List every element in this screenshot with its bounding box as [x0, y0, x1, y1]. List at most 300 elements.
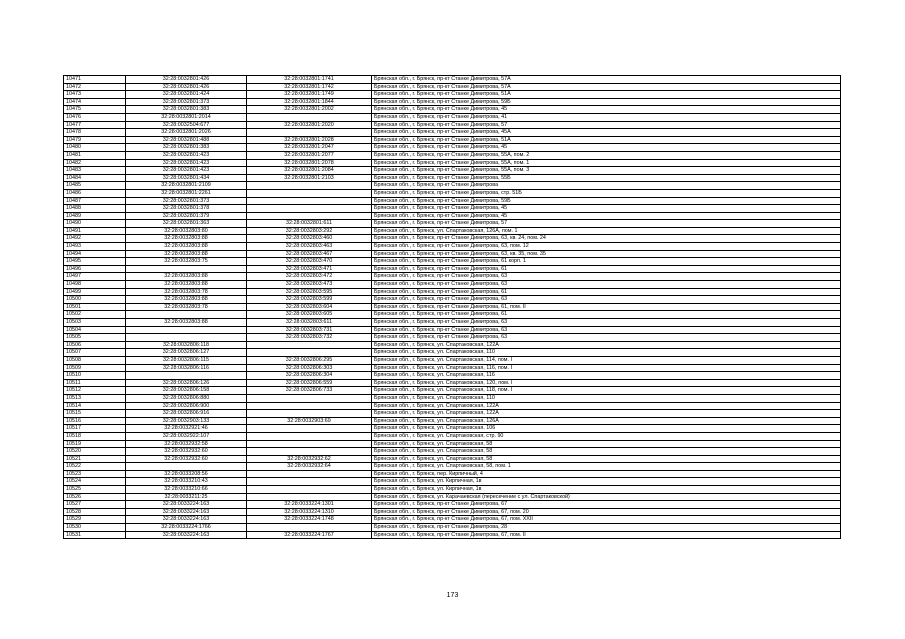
row-number-cell: 10475	[64, 106, 126, 114]
table-row	[64, 387, 841, 395]
land-cadastral-number-cell: 32:28:0032801:488	[126, 136, 247, 144]
object-cadastral-number-cell: 32:28:0032801:611	[247, 220, 372, 228]
row-number-cell: 10512	[64, 387, 126, 395]
table-row	[64, 319, 841, 327]
object-cadastral-number-cell: 32:28:0032932:64	[247, 463, 372, 471]
table-row	[64, 440, 841, 448]
land-cadastral-number-cell: 32:28:0032801:426	[126, 83, 247, 91]
row-number-cell: 10523	[64, 470, 126, 478]
row-number-cell: 10513	[64, 394, 126, 402]
table-row	[64, 281, 841, 289]
table-row	[64, 410, 841, 418]
object-cadastral-number-cell: 32:28:0032803:470	[247, 258, 372, 266]
table-row	[64, 326, 841, 334]
land-cadastral-number-cell: 32:28:0032803:88	[126, 235, 247, 243]
table-row	[64, 220, 841, 228]
table-row	[64, 227, 841, 235]
table-row	[64, 372, 841, 380]
land-cadastral-number-cell: 32:28:0032806:127	[126, 349, 247, 357]
address-cell: Брянская обл., г. Брянск, пр-кт Станке Димитрова, 45	[372, 106, 841, 114]
address-cell: Брянская обл., г. Брянск, пр-кт Станке Димитрова, 63	[372, 326, 841, 334]
table-row	[64, 136, 841, 144]
table-row	[64, 524, 841, 532]
object-cadastral-number-cell	[247, 212, 372, 220]
row-number-cell: 10497	[64, 273, 126, 281]
address-cell: Брянская обл., г. Брянск, пр-кт Станке Димитрова, 45	[372, 205, 841, 213]
land-cadastral-number-cell	[126, 463, 247, 471]
address-cell: Брянская обл., г. Брянск, пр-кт Станке Димитрова, 45	[372, 212, 841, 220]
row-number-cell: 10520	[64, 448, 126, 456]
object-cadastral-number-cell: 32:28:0032801:2103	[247, 174, 372, 182]
object-cadastral-number-cell	[247, 205, 372, 213]
address-cell: Брянская обл., г. Брянск, пр-кт Станке Димитрова, 57	[372, 220, 841, 228]
table-row	[64, 516, 841, 524]
row-number-cell: 10496	[64, 265, 126, 273]
object-cadastral-number-cell: 32:28:0032801:2078	[247, 159, 372, 167]
table-row	[64, 486, 841, 494]
object-cadastral-number-cell: 32:28:0032803:731	[247, 326, 372, 334]
table-row	[64, 356, 841, 364]
row-number-cell: 10521	[64, 455, 126, 463]
object-cadastral-number-cell: 32:28:0032803:611	[247, 319, 372, 327]
land-cadastral-number-cell: 32:28:0033224:163	[126, 508, 247, 516]
row-number-cell: 10489	[64, 212, 126, 220]
land-cadastral-number-cell: 32:28:0032504:677	[126, 121, 247, 129]
row-number-cell: 10480	[64, 144, 126, 152]
table-row	[64, 311, 841, 319]
object-cadastral-number-cell	[247, 113, 372, 121]
row-number-cell: 10503	[64, 319, 126, 327]
land-cadastral-number-cell: 32:28:0032932:60	[126, 448, 247, 456]
land-cadastral-number-cell: 32:28:0033210:66	[126, 486, 247, 494]
object-cadastral-number-cell	[247, 470, 372, 478]
land-cadastral-number-cell: 32:28:0032803:88	[126, 243, 247, 251]
land-cadastral-number-cell: 32:28:0032801:423	[126, 167, 247, 175]
object-cadastral-number-cell	[247, 197, 372, 205]
object-cadastral-number-cell: 32:28:0032803:471	[247, 265, 372, 273]
land-cadastral-number-cell: 32:28:0032932:58	[126, 440, 247, 448]
table-row	[64, 508, 841, 516]
object-cadastral-number-cell: 32:28:0032803:460	[247, 235, 372, 243]
row-number-cell: 10514	[64, 402, 126, 410]
object-cadastral-number-cell: 32:28:0032806:304	[247, 372, 372, 380]
cadastral-table	[63, 75, 841, 539]
row-number-cell: 10493	[64, 243, 126, 251]
address-cell: Брянская обл., г. Брянск, ул. Спартаковская, 116, пом. I	[372, 364, 841, 372]
table-row	[64, 250, 841, 258]
row-number-cell: 10531	[64, 531, 126, 539]
row-number-cell: 10500	[64, 296, 126, 304]
object-cadastral-number-cell: 32:28:0032806:295	[247, 356, 372, 364]
row-number-cell: 10529	[64, 516, 126, 524]
table-row	[64, 212, 841, 220]
object-cadastral-number-cell: 32:28:0032803:599	[247, 296, 372, 304]
address-cell: Брянская обл., г. Брянск, пр-кт Станке Димитрова, 55А, пом. 2	[372, 151, 841, 159]
address-cell: Брянская обл., г. Брянск, пр-кт Станке Димитрова, 63, кв. 24, пом. 24	[372, 235, 841, 243]
object-cadastral-number-cell	[247, 440, 372, 448]
address-cell: Брянская обл., г. Брянск, пр-кт Станке Димитрова, 59Б	[372, 197, 841, 205]
row-number-cell: 10484	[64, 174, 126, 182]
address-cell: Брянская обл., г. Брянск, ул. Спартаковская, 58, пом. 1	[372, 463, 841, 471]
row-number-cell: 10528	[64, 508, 126, 516]
address-cell: Брянская обл., г. Брянск, пр-кт Станке Димитрова, 57А	[372, 76, 841, 84]
address-cell: Брянская обл., г. Брянск, ул. Спартаковская, 110	[372, 349, 841, 357]
object-cadastral-number-cell: 32:28:0032801:1741	[247, 76, 372, 84]
land-cadastral-number-cell: 32:28:0032801:383	[126, 106, 247, 114]
address-cell: Брянская обл., г. Брянск, ул. Спартаковская, 126А	[372, 417, 841, 425]
table-row	[64, 197, 841, 205]
table-row	[64, 288, 841, 296]
table-row	[64, 425, 841, 433]
land-cadastral-number-cell: 32:28:0032801:423	[126, 151, 247, 159]
land-cadastral-number-cell: 32:28:0032921:46	[126, 425, 247, 433]
land-cadastral-number-cell: 32:28:0032803:88	[126, 281, 247, 289]
object-cadastral-number-cell	[247, 524, 372, 532]
row-number-cell: 10525	[64, 486, 126, 494]
table-row	[64, 394, 841, 402]
row-number-cell: 10519	[64, 440, 126, 448]
address-cell: Брянская обл., г. Брянск, пр-кт Станке Димитрова	[372, 182, 841, 190]
object-cadastral-number-cell	[247, 189, 372, 197]
object-cadastral-number-cell: 32:28:0032801:2020	[247, 121, 372, 129]
address-cell: Брянская обл., г. Брянск, пр-кт Станке Димитрова, 63, пом. 12	[372, 243, 841, 251]
object-cadastral-number-cell: 32:28:0032803:595	[247, 288, 372, 296]
row-number-cell: 10530	[64, 524, 126, 532]
object-cadastral-number-cell	[247, 129, 372, 137]
row-number-cell: 10501	[64, 303, 126, 311]
table-row	[64, 182, 841, 190]
row-number-cell: 10473	[64, 91, 126, 99]
row-number-cell: 10508	[64, 356, 126, 364]
row-number-cell: 10498	[64, 281, 126, 289]
land-cadastral-number-cell: 32:28:0032803:88	[126, 250, 247, 258]
address-cell: Брянская обл., г. Брянск, ул. Спартаковская, 110	[372, 394, 841, 402]
table-row	[64, 455, 841, 463]
address-cell: Брянская обл., г. Брянск, ул. Карачаевская (пересечение с ул. Спартаковской)	[372, 493, 841, 501]
address-cell: Брянская обл., г. Брянск, ул. Спартаковская, 120, пом. I	[372, 379, 841, 387]
table-row	[64, 531, 841, 539]
object-cadastral-number-cell	[247, 182, 372, 190]
row-number-cell: 10504	[64, 326, 126, 334]
object-cadastral-number-cell: 32:28:0032803:292	[247, 227, 372, 235]
land-cadastral-number-cell: 32:28:0032803:78	[126, 303, 247, 311]
table-row	[64, 159, 841, 167]
object-cadastral-number-cell	[247, 349, 372, 357]
row-number-cell: 10515	[64, 410, 126, 418]
row-number-cell: 10516	[64, 417, 126, 425]
land-cadastral-number-cell: 32:28:0033211:25	[126, 493, 247, 501]
table-row	[64, 448, 841, 456]
address-cell: Брянская обл., г. Брянск, пр-кт Станке Димитрова, 55А, пом. 3	[372, 167, 841, 175]
object-cadastral-number-cell: 32:28:0033224:1748	[247, 516, 372, 524]
land-cadastral-number-cell: 32:28:0032803:80	[126, 227, 247, 235]
address-cell: Брянская обл., г. Брянск, пр-кт Станке Димитрова, 55Б	[372, 174, 841, 182]
land-cadastral-number-cell: 32:28:0033210:43	[126, 478, 247, 486]
address-cell: Брянская обл., г. Брянск, пр-кт Станке Димитрова, 63	[372, 334, 841, 342]
row-number-cell: 10485	[64, 182, 126, 190]
row-number-cell: 10472	[64, 83, 126, 91]
table-row	[64, 121, 841, 129]
object-cadastral-number-cell: 32:28:0032801:2084	[247, 167, 372, 175]
table-row	[64, 83, 841, 91]
land-cadastral-number-cell: 32:28:0033224:163	[126, 501, 247, 509]
table-row	[64, 189, 841, 197]
row-number-cell: 10487	[64, 197, 126, 205]
row-number-cell: 10483	[64, 167, 126, 175]
table-row	[64, 113, 841, 121]
address-cell: Брянская обл., г. Брянск, пер. Кирпичный, 4	[372, 470, 841, 478]
object-cadastral-number-cell	[247, 402, 372, 410]
address-cell: Брянская обл., г. Брянск, пр-кт Станке Димитрова, 61	[372, 288, 841, 296]
table-row	[64, 364, 841, 372]
object-cadastral-number-cell: 32:28:0032801:1742	[247, 83, 372, 91]
table-row	[64, 98, 841, 106]
address-cell: Брянская обл., г. Брянск, пр-кт Станке Димитрова, 59Б	[372, 98, 841, 106]
object-cadastral-number-cell: 32:28:0033224:1301	[247, 501, 372, 509]
address-cell: Брянская обл., г. Брянск, пр-кт Станке Димитрова, 67	[372, 501, 841, 509]
table-row	[64, 334, 841, 342]
row-number-cell: 10491	[64, 227, 126, 235]
object-cadastral-number-cell	[247, 478, 372, 486]
address-cell: Брянская обл., г. Брянск, ул. Спартаковская, 116	[372, 372, 841, 380]
object-cadastral-number-cell: 32:28:0032932:62	[247, 455, 372, 463]
table-row	[64, 144, 841, 152]
object-cadastral-number-cell: 32:28:0032803:473	[247, 281, 372, 289]
object-cadastral-number-cell	[247, 410, 372, 418]
object-cadastral-number-cell: 32:28:0032803:605	[247, 311, 372, 319]
object-cadastral-number-cell: 32:28:0033224:1767	[247, 531, 372, 539]
table-row	[64, 174, 841, 182]
row-number-cell: 10507	[64, 349, 126, 357]
land-cadastral-number-cell	[126, 372, 247, 380]
row-number-cell: 10499	[64, 288, 126, 296]
address-cell: Брянская обл., г. Брянск, ул. Спартаковская, 114, пом. I	[372, 356, 841, 364]
object-cadastral-number-cell: 32:28:0032806:303	[247, 364, 372, 372]
row-number-cell: 10482	[64, 159, 126, 167]
land-cadastral-number-cell: 32:28:0032806:880	[126, 394, 247, 402]
land-cadastral-number-cell: 32:28:0032806:916	[126, 410, 247, 418]
address-cell: Брянская обл., г. Брянск, ул. Кирпичная, 1в	[372, 486, 841, 494]
address-cell: Брянская обл., г. Брянск, пр-кт Станке Димитрова, 45А	[372, 129, 841, 137]
object-cadastral-number-cell: 32:28:0032803:472	[247, 273, 372, 281]
object-cadastral-number-cell: 32:28:0032801:2002	[247, 106, 372, 114]
land-cadastral-number-cell: 32:28:0032801:383	[126, 144, 247, 152]
land-cadastral-number-cell: 32:28:0032803:88	[126, 273, 247, 281]
address-cell: Брянская обл., г. Брянск, пр-кт Станке Димитрова, стр. 51Б	[372, 189, 841, 197]
address-cell: Брянская обл., г. Брянск, пр-кт Станке Димитрова, 67, пом. XXII	[372, 516, 841, 524]
land-cadastral-number-cell: 32:28:0032803:75	[126, 258, 247, 266]
table-row	[64, 129, 841, 137]
address-cell: Брянская обл., г. Брянск, пр-кт Станке Димитрова, 61 корп. 1	[372, 258, 841, 266]
table-row	[64, 296, 841, 304]
row-number-cell: 10479	[64, 136, 126, 144]
land-cadastral-number-cell: 32:28:0032903:133	[126, 417, 247, 425]
row-number-cell: 10518	[64, 432, 126, 440]
address-cell: Брянская обл., г. Брянск, пр-кт Станке Димитрова, 63	[372, 296, 841, 304]
table-row	[64, 151, 841, 159]
row-number-cell: 10488	[64, 205, 126, 213]
object-cadastral-number-cell	[247, 394, 372, 402]
table-row	[64, 470, 841, 478]
row-number-cell: 10505	[64, 334, 126, 342]
row-number-cell: 10506	[64, 341, 126, 349]
row-number-cell: 10522	[64, 463, 126, 471]
land-cadastral-number-cell: 32:28:0032806:158	[126, 387, 247, 395]
table-row	[64, 205, 841, 213]
address-cell: Брянская обл., г. Брянск, пр-кт Станке Димитрова, 57	[372, 121, 841, 129]
table-body	[64, 76, 841, 539]
address-cell: Брянская обл., г. Брянск, ул. Спартаковская, стр. 90	[372, 432, 841, 440]
row-number-cell: 10478	[64, 129, 126, 137]
land-cadastral-number-cell	[126, 311, 247, 319]
table-row	[64, 341, 841, 349]
address-cell: Брянская обл., г. Брянск, пр-кт Станке Димитрова, 45	[372, 144, 841, 152]
address-cell: Брянская обл., г. Брянск, ул. Спартаковская, 126А, пом. 1	[372, 227, 841, 235]
table-row	[64, 493, 841, 501]
address-cell: Брянская обл., г. Брянск, пр-кт Станке Димитрова, 61, пом. II	[372, 303, 841, 311]
land-cadastral-number-cell: 32:28:0032801:363	[126, 220, 247, 228]
land-cadastral-number-cell: 32:28:0033224:163	[126, 516, 247, 524]
row-number-cell: 10490	[64, 220, 126, 228]
land-cadastral-number-cell: 32:28:0032803:88	[126, 319, 247, 327]
row-number-cell: 10527	[64, 501, 126, 509]
table-row	[64, 258, 841, 266]
land-cadastral-number-cell: 32:28:0032806:900	[126, 402, 247, 410]
object-cadastral-number-cell: 32:28:0032806:733	[247, 387, 372, 395]
table-row	[64, 501, 841, 509]
land-cadastral-number-cell: 32:28:0032801:426	[126, 76, 247, 84]
row-number-cell: 10471	[64, 76, 126, 84]
table-row	[64, 432, 841, 440]
address-cell: Брянская обл., г. Брянск, пр-кт Станке Димитрова, 63	[372, 273, 841, 281]
object-cadastral-number-cell	[247, 432, 372, 440]
land-cadastral-number-cell	[126, 326, 247, 334]
land-cadastral-number-cell	[126, 265, 247, 273]
object-cadastral-number-cell: 32:28:0032806:559	[247, 379, 372, 387]
table-row	[64, 273, 841, 281]
table-row	[64, 243, 841, 251]
address-cell: Брянская обл., г. Брянск, пр-кт Станке Димитрова, 61	[372, 265, 841, 273]
land-cadastral-number-cell: 32:28:0032801:2026	[126, 129, 247, 137]
table-row	[64, 463, 841, 471]
address-cell: Брянская обл., г. Брянск, пр-кт Станке Димитрова, 63	[372, 319, 841, 327]
table-row	[64, 349, 841, 357]
table-row	[64, 265, 841, 273]
row-number-cell: 10526	[64, 493, 126, 501]
address-cell: Брянская обл., г. Брянск, пр-кт Станке Димитрова, 57А	[372, 83, 841, 91]
table-row	[64, 478, 841, 486]
row-number-cell: 10494	[64, 250, 126, 258]
table-row	[64, 379, 841, 387]
address-cell: Брянская обл., г. Брянск, пр-кт Станке Димитрова, 51А	[372, 136, 841, 144]
row-number-cell: 10477	[64, 121, 126, 129]
row-number-cell: 10492	[64, 235, 126, 243]
land-cadastral-number-cell: 32:28:0032801:2109	[126, 182, 247, 190]
row-number-cell: 10495	[64, 258, 126, 266]
land-cadastral-number-cell: 32:28:0032801:378	[126, 205, 247, 213]
table-row	[64, 402, 841, 410]
object-cadastral-number-cell: 32:28:0032801:1844	[247, 98, 372, 106]
object-cadastral-number-cell: 32:28:0032801:2077	[247, 151, 372, 159]
address-cell: Брянская обл., г. Брянск, ул. Спартаковская, 118, пом. I	[372, 387, 841, 395]
table-row	[64, 76, 841, 84]
land-cadastral-number-cell: 32:28:0032801:373	[126, 98, 247, 106]
object-cadastral-number-cell: 32:28:0032801:2028	[247, 136, 372, 144]
address-cell: Брянская обл., г. Брянск, ул. Спартаковская, 58	[372, 448, 841, 456]
land-cadastral-number-cell: 32:28:0032801:424	[126, 91, 247, 99]
table-row	[64, 167, 841, 175]
object-cadastral-number-cell: 32:28:0033224:1310	[247, 508, 372, 516]
address-cell: Брянская обл., г. Брянск, ул. Спартаковская, 122А	[372, 341, 841, 349]
address-cell: Брянская обл., г. Брянск, ул. Спартаковская, 122А	[372, 410, 841, 418]
object-cadastral-number-cell: 32:28:0032803:467	[247, 250, 372, 258]
land-cadastral-number-cell: 32:28:0032932:60	[126, 455, 247, 463]
object-cadastral-number-cell	[247, 493, 372, 501]
object-cadastral-number-cell: 32:28:0032803:732	[247, 334, 372, 342]
land-cadastral-number-cell: 32:28:0032801:373	[126, 197, 247, 205]
address-cell: Брянская обл., г. Брянск, ул. Спартаковская, 58	[372, 440, 841, 448]
row-number-cell: 10474	[64, 98, 126, 106]
row-number-cell: 10511	[64, 379, 126, 387]
table-row	[64, 303, 841, 311]
page-number: 173	[446, 592, 459, 599]
address-cell: Брянская обл., г. Брянск, пр-кт Станке Димитрова, 28	[372, 524, 841, 532]
object-cadastral-number-cell: 32:28:0032801:1749	[247, 91, 372, 99]
address-cell: Брянская обл., г. Брянск, ул. Спартаковская, 106	[372, 425, 841, 433]
table-row	[64, 417, 841, 425]
land-cadastral-number-cell: 32:28:0033208:56	[126, 470, 247, 478]
land-cadastral-number-cell: 32:28:0032801:423	[126, 159, 247, 167]
address-cell: Брянская обл., г. Брянск, пр-кт Станке Димитрова, 61	[372, 311, 841, 319]
row-number-cell: 10510	[64, 372, 126, 380]
land-cadastral-number-cell: 32:28:0032806:116	[126, 364, 247, 372]
object-cadastral-number-cell	[247, 425, 372, 433]
object-cadastral-number-cell	[247, 486, 372, 494]
land-cadastral-number-cell: 32:28:0032806:118	[126, 341, 247, 349]
row-number-cell: 10481	[64, 151, 126, 159]
table-row	[64, 91, 841, 99]
address-cell: Брянская обл., г. Брянск, ул. Кирпичная, 1в	[372, 478, 841, 486]
address-cell: Брянская обл., г. Брянск, пр-кт Станке Димитрова, 63, кв. 35, пом. 35	[372, 250, 841, 258]
row-number-cell: 10524	[64, 478, 126, 486]
row-number-cell: 10517	[64, 425, 126, 433]
table-row	[64, 235, 841, 243]
row-number-cell: 10486	[64, 189, 126, 197]
land-cadastral-number-cell: 32:28:0032801:2261	[126, 189, 247, 197]
object-cadastral-number-cell: 32:28:0032803:604	[247, 303, 372, 311]
address-cell: Брянская обл., г. Брянск, пр-кт Станке Димитрова, 41	[372, 113, 841, 121]
row-number-cell: 10476	[64, 113, 126, 121]
land-cadastral-number-cell: 32:28:0032806:115	[126, 356, 247, 364]
address-cell: Брянская обл., г. Брянск, пр-кт Станке Димитрова, 67, пом. II	[372, 531, 841, 539]
land-cadastral-number-cell: 32:28:0032803:78	[126, 288, 247, 296]
land-cadastral-number-cell: 32:28:0032801:379	[126, 212, 247, 220]
object-cadastral-number-cell	[247, 448, 372, 456]
land-cadastral-number-cell	[126, 334, 247, 342]
address-cell: Брянская обл., г. Брянск, пр-кт Станке Димитрова, 55А, пом. 1	[372, 159, 841, 167]
address-cell: Брянская обл., г. Брянск, ул. Спартаковская, 58	[372, 455, 841, 463]
address-cell: Брянская обл., г. Брянск, пр-кт Станке Димитрова, 63	[372, 281, 841, 289]
object-cadastral-number-cell: 32:28:0032803:463	[247, 243, 372, 251]
land-cadastral-number-cell: 32:28:0033224:163	[126, 531, 247, 539]
land-cadastral-number-cell: 32:28:0032801:2014	[126, 113, 247, 121]
object-cadastral-number-cell: 32:28:0032903:69	[247, 417, 372, 425]
table-row	[64, 106, 841, 114]
land-cadastral-number-cell: 32:28:0032803:88	[126, 296, 247, 304]
object-cadastral-number-cell	[247, 341, 372, 349]
object-cadastral-number-cell: 32:28:0032801:2047	[247, 144, 372, 152]
land-cadastral-number-cell: 32:28:0032922:107	[126, 432, 247, 440]
